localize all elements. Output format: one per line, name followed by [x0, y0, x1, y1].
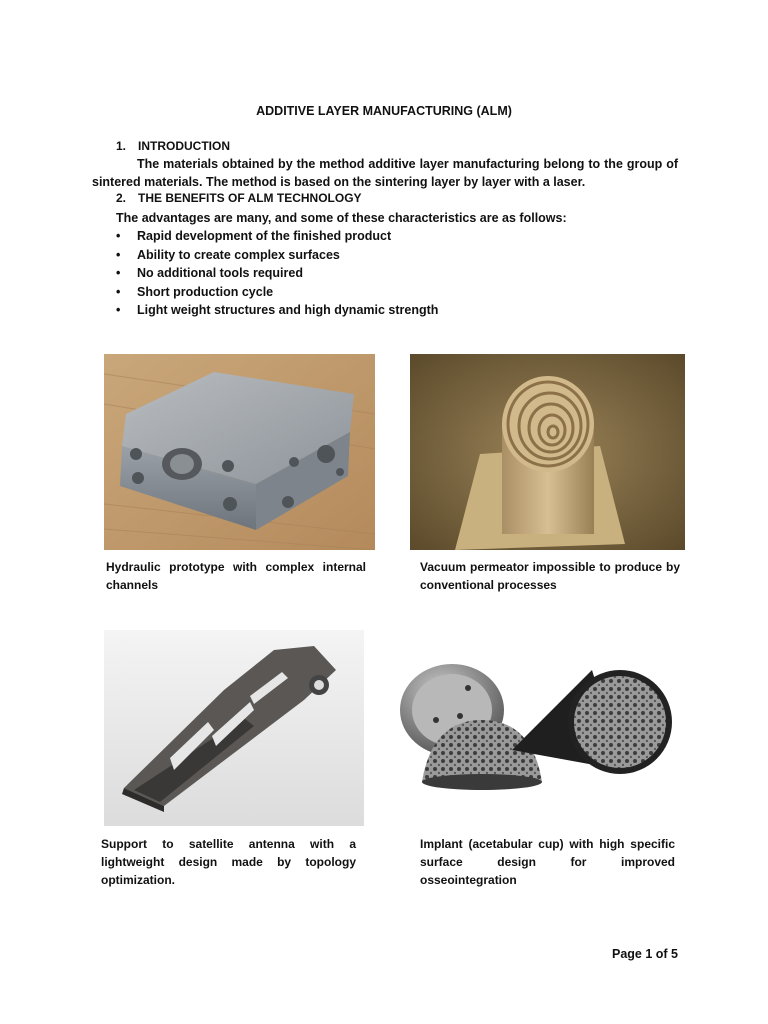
list-item: • Short production cycle — [116, 283, 438, 302]
bullet-icon: • — [116, 229, 121, 243]
introduction-paragraph: The materials obtained by the method additive layer manufacturing belong to the group of sintered materials. The method is based on the sintering layer by layer with a laser. — [92, 157, 678, 189]
figure-caption: Implant (acetabular cup) with high specific surface design for improved osseointegration — [420, 837, 675, 887]
bullet-icon: • — [116, 247, 121, 262]
section-number: 2. — [116, 191, 127, 205]
section-heading-text: THE BENEFITS OF ALM TECHNOLOGY — [138, 191, 362, 205]
list-item: • Ability to create complex surfaces — [116, 246, 438, 265]
implant-image — [392, 630, 687, 826]
section-heading-introduction — [116, 139, 230, 153]
antenna-support-image — [104, 630, 364, 826]
figure-caption: Support to satellite antenna with a lightweight design made by topology optimization. — [101, 837, 356, 887]
figure-caption: Vacuum permeator impossible to produce by conventional processes — [420, 560, 680, 592]
section-number: 1. — [116, 139, 127, 153]
section-heading-text: INTRODUCTION — [138, 139, 230, 153]
bullet-icon: • — [116, 284, 121, 299]
bullet-icon: • — [116, 303, 121, 317]
document-title: ADDITIVE LAYER MANUFACTURING (ALM) — [256, 104, 512, 118]
vacuum-permeator-image — [410, 354, 685, 550]
list-item: • No additional tools required — [116, 264, 438, 283]
bullet-icon: • — [116, 266, 121, 280]
benefits-intro-paragraph: The advantages are many, and some of these characteristics are as follows: — [116, 211, 567, 225]
hydraulic-prototype-image — [104, 354, 375, 550]
figure-caption: Hydraulic prototype with complex internal channels — [106, 560, 366, 592]
section-heading-benefits — [116, 191, 362, 205]
list-item: • Rapid development of the finished product — [116, 227, 438, 246]
page-number: Page 1 of 5 — [612, 947, 678, 961]
list-item: • Light weight structures and high dynamic strength — [116, 301, 438, 320]
benefits-list — [116, 227, 438, 320]
